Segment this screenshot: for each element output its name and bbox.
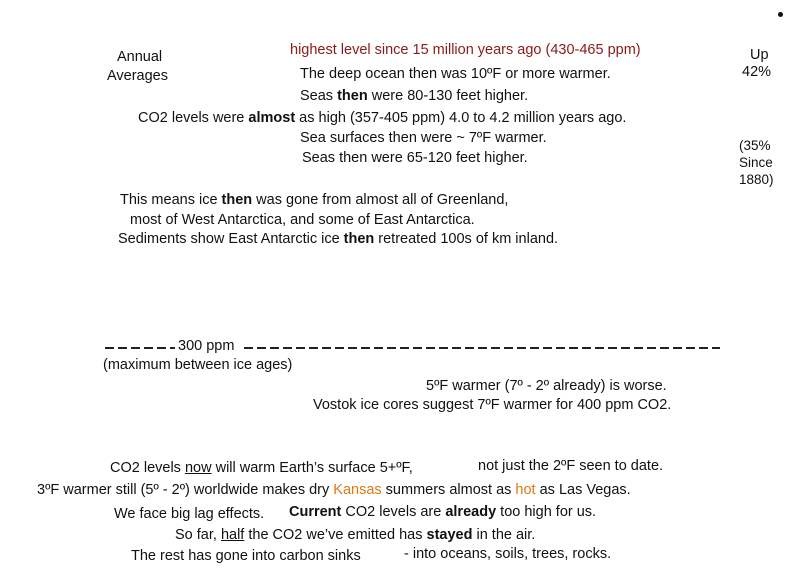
threshold-caption: (maximum between ice ages) (103, 357, 293, 373)
current-too-high-line: Current CO2 levels are already too high for us. (289, 504, 597, 520)
sinks-list-line: - into oceans, soils, trees, rocks. (404, 546, 612, 562)
up-percent: 42% (742, 64, 772, 80)
sediments-line: Sediments show East Antarctic ice then retreated 100s of km inland. (118, 231, 559, 247)
co2-almost-line: CO2 levels were almost as high (357-405 ppm) 4.0 to 4.2 million years ago. (138, 110, 627, 126)
threshold-label: 300 ppm (178, 338, 235, 354)
antarctica-line: most of West Antarctica, and some of East Antarctica. (130, 212, 475, 228)
carbon-sinks-line: The rest has gone into carbon sinks (131, 548, 361, 564)
threshold-dashes-left (105, 347, 175, 349)
seas-then-line: Seas then were 65-120 feet higher. (302, 150, 528, 166)
since-label: Since (739, 155, 773, 170)
warmer-worse-line: 5ºF warmer (7º - 2º already) is worse. (426, 378, 667, 394)
highest-level-line: highest level since 15 million years ago (430-465 ppm) (290, 42, 641, 58)
not-just-line: not just the 2ºF seen to date. (478, 458, 664, 474)
deep-ocean-line: The deep ocean then was 10ºF or more warmer. (300, 66, 611, 82)
half-stayed-line: So far, half the CO2 we’ve emitted has stayed in the air. (175, 527, 536, 543)
threshold-dashes-right (244, 347, 720, 349)
seas-higher-line: Seas then were 80-130 feet higher. (300, 88, 529, 104)
greenland-line: This means ice then was gone from almost all of Greenland, (120, 192, 509, 208)
kansas-line: 3ºF warmer still (5º - 2º) worldwide makes dry Kansas summers almost as hot as Las Vegas. (37, 482, 631, 498)
up-label: Up (750, 47, 769, 63)
since-percent: (35% (739, 138, 771, 153)
averages-label: Averages (107, 68, 168, 84)
vostok-line: Vostok ice cores suggest 7ºF warmer for 400 ppm CO2. (313, 397, 672, 413)
annual-label: Annual (117, 49, 163, 65)
corner-dot (778, 12, 783, 17)
lag-effects-line: We face big lag effects. (114, 506, 265, 522)
sea-surfaces-line: Sea surfaces then were ~ 7ºF warmer. (300, 130, 547, 146)
since-year: 1880) (739, 172, 774, 187)
co2-now-line: CO2 levels now will warm Earth’s surface 5+ºF, (110, 460, 413, 476)
